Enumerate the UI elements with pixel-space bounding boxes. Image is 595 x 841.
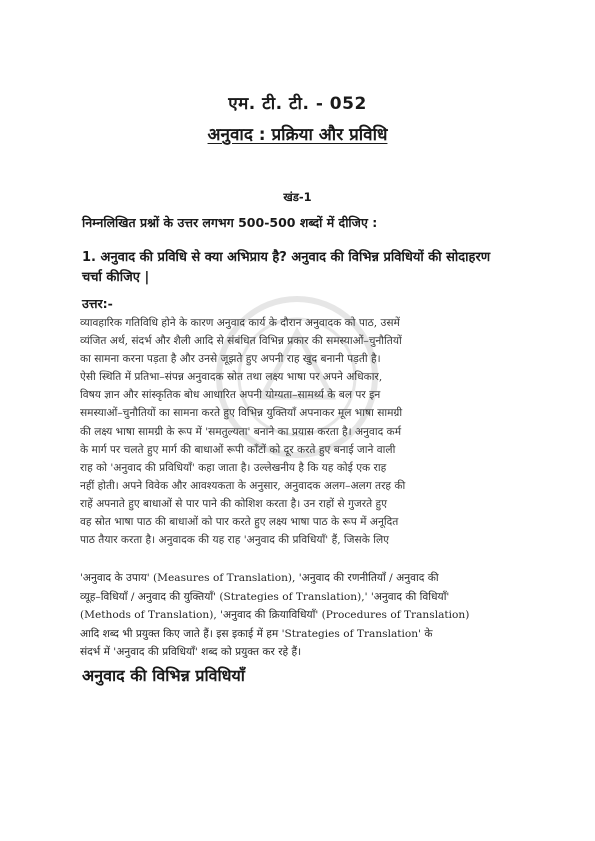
paragraph-line: 'अनुवाद के उपाय' (Measures of Translation), 'अनुवाद की रणनीतियाँ / अनुवाद की xyxy=(80,572,439,584)
paragraph-line: राह को 'अनुवाद की प्रविधियाँ' कहा जाता है। उल्लेखनीय है कि यह कोई एक राह xyxy=(80,461,387,474)
course-title-text: अनुवाद : प्रक्रिया और प्रविधि xyxy=(207,125,388,145)
paragraph-line: व्यंजित अर्थ, संदर्भ और शैली आदि से संबंधित विभिन्न प्रकार की समस्याओं–चुनौतियों xyxy=(80,335,402,348)
course-code: एम. टी. टी. - 052 xyxy=(228,94,367,114)
paragraph-line: के मार्ग पर चलते हुए मार्ग की बाधाओं रूपी काँटों को दूर करते हुए बनाई जाने वाली xyxy=(80,443,396,456)
question-line: चर्चा कीजिए | xyxy=(82,270,150,285)
paragraph-line: ऐसी स्थिति में प्रतिभा–संपन्न अनुवादक स्रोत तथा लक्ष्य भाषा पर अपने अधिकार, xyxy=(80,371,383,384)
paragraph-line: आदि शब्द भी प्रयुक्त किए जाते हैं। इस इकाई में हम 'Strategies of Translation' के xyxy=(80,627,433,640)
section-label: खंड-1 xyxy=(283,190,312,204)
paragraph-line: (Methods of Translation), 'अनुवाद की क्रियाविधियाँ' (Procedures of Translation) xyxy=(80,609,470,621)
paragraph-line: नहीं होती। अपने विवेक और आवश्यकता के अनुसार, अनुवादक अलग–अलग तरह की xyxy=(80,479,406,492)
paragraph-line: व्यूह–विधियाँ / अनुवाद की युक्तियाँ' (Strategies of Translation),' 'अनुवाद की विधियाँ' xyxy=(80,590,450,603)
section-subheading: अनुवाद की विभिन्न प्रविधियाँ xyxy=(82,666,245,685)
paragraph-line: संदर्भ में 'अनुवाद की प्रविधियाँ' शब्द को प्रयुक्त कर रहे हैं। xyxy=(80,646,302,658)
question-line: 1. अनुवाद की प्रविधि से क्या अभिप्राय है? अनुवाद की विभिन्न प्रविधियों की सोदाहरण xyxy=(82,250,491,265)
course-title xyxy=(0,122,595,145)
scanned-paragraph-1 xyxy=(80,314,540,549)
answer-label: उत्तर:- xyxy=(82,296,113,311)
paragraph-line: विषय ज्ञान और सांस्कृतिक बोध आधारित अपनी योग्यता–सामर्थ्य के बल पर इन xyxy=(80,389,381,402)
paragraph-line: समस्याओं–चुनौतियों का सामना करते हुए विभिन्न युक्तियाँ अपनाकर मूल भाषा सामग्री xyxy=(80,407,403,420)
paragraph-line: की लक्ष्य भाषा सामग्री के रूप में 'समतुल्यता' बनाने का प्रयास करता है। अनुवाद कर्म xyxy=(80,425,402,438)
question-text xyxy=(82,248,542,288)
paragraph-line: व्यावहारिक गतिविधि होने के कारण अनुवाद कार्य के दौरान अनुवादक को पाठ, उसमें xyxy=(80,317,400,329)
paragraph-line: राहें अपनाते हुए बाधाओं से पार पाने की कोशिश करता है। उन राहों से गुजरते हुए xyxy=(80,497,388,510)
paragraph-line: का सामना करना पड़ता है और उनसे जूझते हुए अपनी राह खुद बनानी पड़ती है। xyxy=(80,353,381,366)
paragraph-line: पाठ तैयार करता है। अनुवादक की यह राह 'अनुवाद की प्रविधियाँ' हैं, जिसके लिए xyxy=(80,534,389,547)
paragraph-line: वह स्रोत भाषा पाठ की बाधाओं को पार करते हुए लक्ष्य भाषा पाठ के रूप में अनूदित xyxy=(80,516,399,529)
instruction-text: निम्नलिखित प्रश्नों के उत्तर लगभग 500-500 शब्दों में दीजिए : xyxy=(82,215,378,230)
scanned-paragraph-2 xyxy=(80,569,540,662)
